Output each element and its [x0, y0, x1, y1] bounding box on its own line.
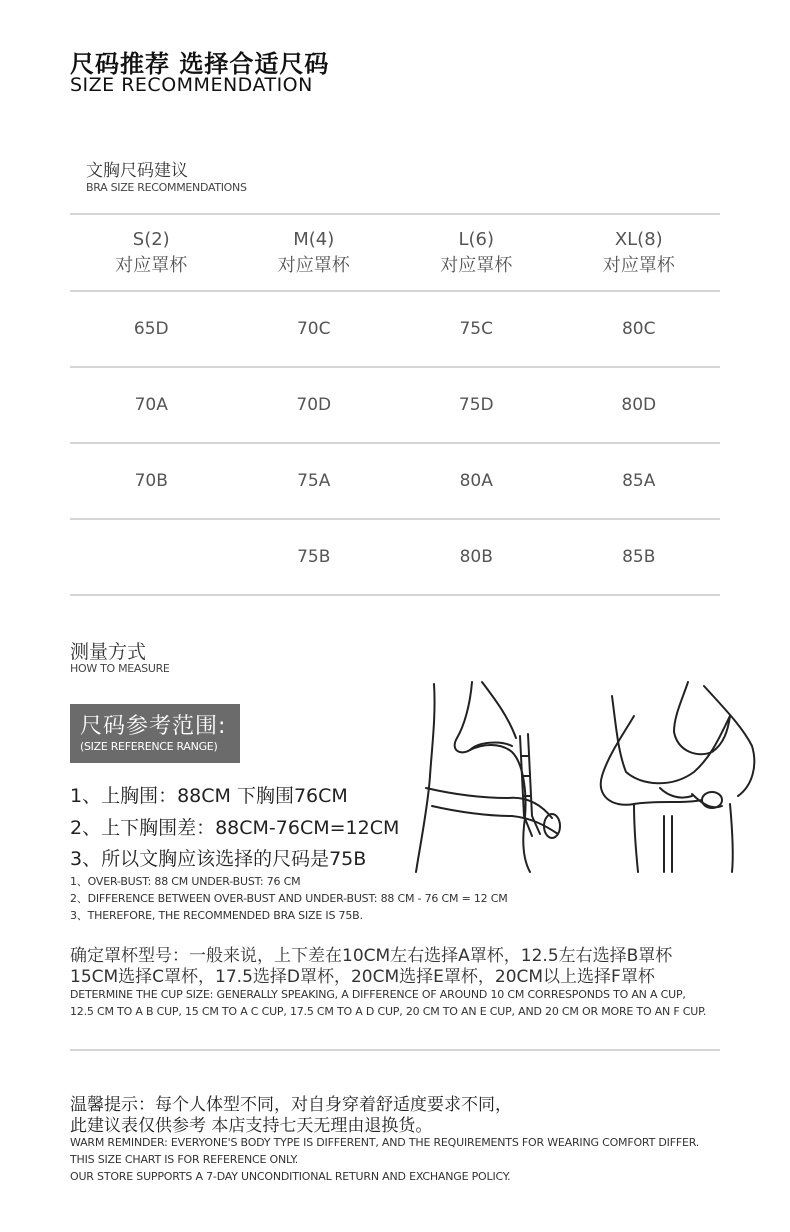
- step-2: 2、上下胸围差：88CM-76CM=12CM: [70, 817, 400, 839]
- table-cell: 85B: [558, 519, 721, 595]
- table-cell: 80B: [395, 519, 558, 595]
- table-row: [70, 291, 720, 367]
- table-cell: 70B: [70, 443, 233, 519]
- table-cell: 80A: [395, 443, 558, 519]
- size-label: XL(8): [614, 228, 663, 250]
- table-cell: 70D: [233, 367, 396, 443]
- cup-label: 对应罩杯: [440, 254, 513, 276]
- table-cell: 80C: [558, 291, 721, 367]
- size-label: M(4): [293, 228, 335, 250]
- reminder-en-line-1: WARM REMINDER: EVERYONE'S BODY TYPE IS DIFFERENT, AND THE REQUIREMENTS FOR WEARING COMFORT DIFFER.: [70, 1136, 700, 1149]
- reference-subtitle: (SIZE REFERENCE RANGE): [80, 740, 218, 753]
- reference-title: 尺码参考范围:: [80, 714, 227, 739]
- table-cell: 70C: [233, 291, 396, 367]
- table-cell: 70A: [70, 367, 233, 443]
- size-label: S(2): [132, 228, 170, 250]
- page-title: 尺码推荐 选择合适尺码: [70, 50, 330, 78]
- size-label: L(6): [458, 228, 495, 250]
- measure-title: 测量方式: [70, 641, 147, 663]
- table-cell: 75D: [395, 367, 558, 443]
- table-cell: [70, 519, 233, 595]
- cup-rule-en-line-1: DETERMINE THE CUP SIZE: GENERALLY SPEAKING, A DIFFERENCE OF AROUND 10 CM CORRESPONDS TO AN A CUP,: [70, 988, 686, 1001]
- table-header-cell: [558, 214, 721, 291]
- step-3: 3、所以文胸应该选择的尺码是75B: [70, 848, 367, 870]
- measuring-illustration: [412, 676, 762, 876]
- measure-subtitle: HOW TO MEASURE: [70, 662, 170, 675]
- bra-section-title: 文胸尺码建议: [86, 161, 188, 181]
- table-header-cell: [395, 214, 558, 291]
- bra-section-subtitle: BRA SIZE RECOMMENDATIONS: [86, 181, 247, 194]
- page-subtitle: SIZE RECOMMENDATION: [70, 74, 313, 96]
- step-2-en: 2、DIFFERENCE BETWEEN OVER-BUST AND UNDER-BUST: 88 CM - 76 CM = 12 CM: [70, 892, 508, 905]
- cup-label: 对应罩杯: [115, 254, 188, 276]
- reminder-line-2: 此建议表仅供参考 本店支持七天无理由退换货。: [70, 1116, 433, 1136]
- step-1: 1、上胸围：88CM 下胸围76CM: [70, 785, 348, 807]
- cup-rule-line-1: 确定罩杯型号：一般来说，上下差在10CM左右选择A罩杯，12.5左右选择B罩杯: [70, 946, 673, 966]
- reminder-line-1: 温馨提示：每个人体型不同，对自身穿着舒适度要求不同，: [70, 1095, 512, 1115]
- table-cell: 80D: [558, 367, 721, 443]
- reference-range-box: [70, 704, 240, 763]
- step-1-en: 1、OVER-BUST: 88 CM UNDER-BUST: 76 CM: [70, 875, 301, 888]
- size-table: [70, 213, 720, 596]
- table-row: [70, 367, 720, 443]
- reminder-en-line-2: THIS SIZE CHART IS FOR REFERENCE ONLY.: [70, 1153, 299, 1166]
- cup-rule-en-line-2: 12.5 CM TO A B CUP, 15 CM TO A C CUP, 17.5 CM TO A D CUP, 20 CM TO AN E CUP, AND 20 CM OR MORE TO AN F CUP.: [70, 1005, 707, 1018]
- table-cell: 65D: [70, 291, 233, 367]
- table-cell: 85A: [558, 443, 721, 519]
- cup-rule-line-2: 15CM选择C罩杯，17.5选择D罩杯，20CM选择E罩杯，20CM以上选择F罩杯: [70, 967, 655, 987]
- section-divider: [70, 1049, 720, 1051]
- table-header-row: [70, 214, 720, 291]
- table-cell: 75A: [233, 443, 396, 519]
- cup-label: 对应罩杯: [602, 254, 675, 276]
- table-row: [70, 443, 720, 519]
- cup-label: 对应罩杯: [277, 254, 350, 276]
- table-header-cell: [233, 214, 396, 291]
- table-cell: 75B: [233, 519, 396, 595]
- reminder-en-line-3: OUR STORE SUPPORTS A 7-DAY UNCONDITIONAL RETURN AND EXCHANGE POLICY.: [70, 1170, 511, 1183]
- step-3-en: 3、THEREFORE, THE RECOMMENDED BRA SIZE IS 75B.: [70, 909, 363, 922]
- table-header-cell: [70, 214, 233, 291]
- table-row: [70, 519, 720, 595]
- table-cell: 75C: [395, 291, 558, 367]
